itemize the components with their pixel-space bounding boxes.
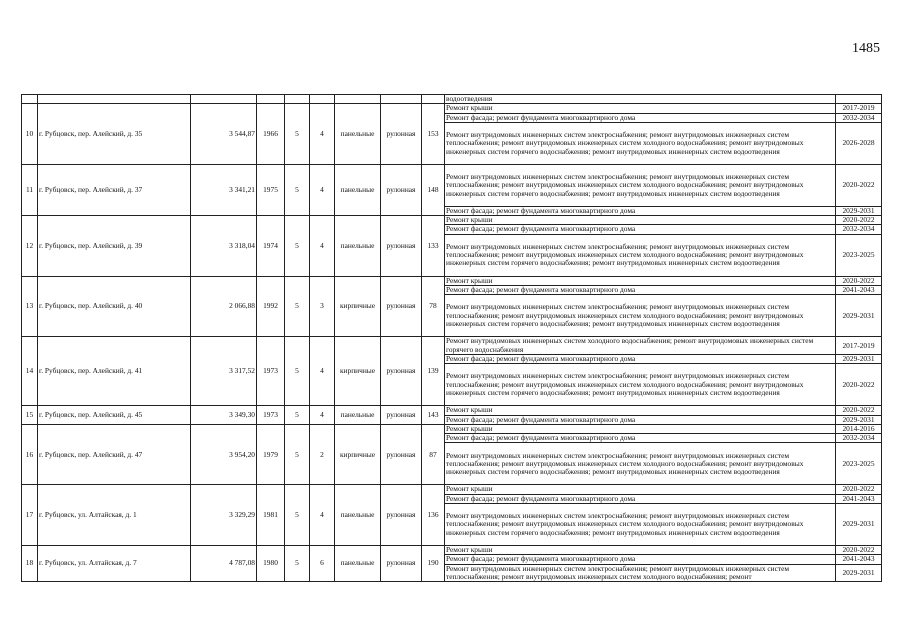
floors-cell: 5 bbox=[285, 485, 310, 546]
period-cell: 2032-2034 bbox=[836, 434, 882, 443]
entrances-cell: 2 bbox=[310, 424, 335, 485]
area-cell: 3 544,87 bbox=[191, 104, 257, 165]
period-cell: 2041-2043 bbox=[836, 494, 882, 503]
year-cell: 1973 bbox=[257, 337, 285, 406]
entrances-cell: 4 bbox=[310, 337, 335, 406]
period-cell: 2020-2022 bbox=[836, 485, 882, 494]
repair-schedule-table bbox=[21, 94, 882, 582]
area-cell: 2 066,88 bbox=[191, 276, 257, 337]
floors-cell: 5 bbox=[285, 104, 310, 165]
address-cell: г. Рубцовск, ул. Алтайская, д. 1 bbox=[38, 485, 191, 546]
work-cell: Ремонт крыши bbox=[445, 216, 836, 225]
work-cell: Ремонт внутридомовых инженерных систем электроснабжения; ремонт внутридомовых инженерных систем теплоснабжения; ремонт внутридомовых инженерных систем холодного водоснабжения; ремонт внутридомовых инженерных систем горячего водоснабжения; ремонт внутридомовых инженерных систем водоотведения bbox=[445, 504, 836, 546]
year-cell: 1992 bbox=[257, 276, 285, 337]
entrances-cell: 4 bbox=[310, 104, 335, 165]
work-cell: Ремонт внутридомовых инженерных систем электроснабжения; ремонт внутридомовых инженерных систем теплоснабжения; ремонт внутридомовых инженерных систем холодного водоснабжения; ремонт внутридомовых инженерных систем горячего водоснабжения; ремонт внутридомовых инженерных систем водоотведения bbox=[445, 443, 836, 485]
year-cell: 1980 bbox=[257, 546, 285, 582]
work-cell: Ремонт внутридомовых инженерных систем электроснабжения; ремонт внутридомовых инженерных систем теплоснабжения; ремонт внутридомовых инженерных систем холодного водоснабжения; ремонт внутридомовых инженерных систем горячего водоснабжения; ремонт внутридомовых инженерных систем водоотведения bbox=[445, 234, 836, 276]
period-cell: 2029-2031 bbox=[836, 295, 882, 337]
address-cell: г. Рубцовск, пер. Алейский, д. 40 bbox=[38, 276, 191, 337]
table-row bbox=[22, 337, 882, 355]
work-cell: Ремонт внутридомовых инженерных систем электроснабжения; ремонт внутридомовых инженерных систем теплоснабжения; ремонт внутридомовых инженерных систем холодного водоснабжения; ремонт bbox=[445, 564, 836, 582]
row-number: 12 bbox=[22, 216, 38, 277]
table-row bbox=[22, 276, 882, 285]
floors-cell: 5 bbox=[285, 337, 310, 406]
work-cell: Ремонт крыши bbox=[445, 104, 836, 113]
year-cell: 1973 bbox=[257, 406, 285, 425]
work-cell: Ремонт фасада; ремонт фундамента многоквартирного дома bbox=[445, 354, 836, 363]
work-cell: Ремонт крыши bbox=[445, 406, 836, 415]
walls-cell: панельные bbox=[335, 406, 381, 425]
period-cell: 2020-2022 bbox=[836, 216, 882, 225]
work-cell: Ремонт внутридомовых инженерных систем электроснабжения; ремонт внутридомовых инженерных систем теплоснабжения; ремонт внутридомовых инженерных систем холодного водоснабжения; ремонт внутридомовых инженерных систем горячего водоснабжения; ремонт внутридомовых инженерных систем водоотведения bbox=[445, 164, 836, 206]
area-cell: 3 349,30 bbox=[191, 406, 257, 425]
walls-cell: панельные bbox=[335, 104, 381, 165]
table-row bbox=[22, 546, 882, 555]
floors-cell: 5 bbox=[285, 424, 310, 485]
work-cell: Ремонт фасада; ремонт фундамента многоквартирного дома bbox=[445, 434, 836, 443]
work-cell: Ремонт фасада; ремонт фундамента многоквартирного дома bbox=[445, 113, 836, 122]
period-cell: 2032-2034 bbox=[836, 225, 882, 234]
row-number: 15 bbox=[22, 406, 38, 425]
period-cell: 2041-2043 bbox=[836, 286, 882, 295]
entrances-cell: 4 bbox=[310, 406, 335, 425]
work-cell: Ремонт внутридомовых инженерных систем электроснабжения; ремонт внутридомовых инженерных систем теплоснабжения; ремонт внутридомовых инженерных систем холодного водоснабжения; ремонт внутридомовых инженерных систем горячего водоснабжения; ремонт внутридомовых инженерных систем водоотведения bbox=[445, 295, 836, 337]
floors-cell: 5 bbox=[285, 164, 310, 215]
work-cell: Ремонт крыши bbox=[445, 424, 836, 433]
apartments-cell: 143 bbox=[422, 406, 445, 425]
period-cell: 2023-2025 bbox=[836, 234, 882, 276]
roof-type-cell: рулонная bbox=[381, 406, 422, 425]
floors-cell: 5 bbox=[285, 276, 310, 337]
period-cell: 2029-2031 bbox=[836, 415, 882, 424]
area-cell: 3 954,20 bbox=[191, 424, 257, 485]
period-cell: 2032-2034 bbox=[836, 113, 882, 122]
roof-type-cell: рулонная bbox=[381, 337, 422, 406]
address-cell: г. Рубцовск, пер. Алейский, д. 45 bbox=[38, 406, 191, 425]
floors-cell: 5 bbox=[285, 546, 310, 582]
address-cell: г. Рубцовск, пер. Алейский, д. 35 bbox=[38, 104, 191, 165]
address-cell: г. Рубцовск, пер. Алейский, д. 39 bbox=[38, 216, 191, 277]
period-cell: 2017-2019 bbox=[836, 104, 882, 113]
address-cell: г. Рубцовск, пер. Алейский, д. 37 bbox=[38, 164, 191, 215]
roof-type-cell: рулонная bbox=[381, 485, 422, 546]
table-row bbox=[22, 104, 882, 113]
period-cell: 2014-2016 bbox=[836, 424, 882, 433]
work-cell: Ремонт фасада; ремонт фундамента многоквартирного дома bbox=[445, 555, 836, 564]
apartments-cell: 190 bbox=[422, 546, 445, 582]
roof-type-cell: рулонная bbox=[381, 164, 422, 215]
address-cell: г. Рубцовск, пер. Алейский, д. 41 bbox=[38, 337, 191, 406]
area-cell: 3 318,04 bbox=[191, 216, 257, 277]
table-row bbox=[22, 406, 882, 415]
apartments-cell: 133 bbox=[422, 216, 445, 277]
walls-cell: кирпичные bbox=[335, 337, 381, 406]
period-cell: 2041-2043 bbox=[836, 555, 882, 564]
area-cell: 3 329,29 bbox=[191, 485, 257, 546]
period-cell: 2020-2022 bbox=[836, 164, 882, 206]
table-row bbox=[22, 485, 882, 494]
period-cell: 2020-2022 bbox=[836, 546, 882, 555]
work-cell: Ремонт крыши bbox=[445, 276, 836, 285]
period-cell: 2020-2022 bbox=[836, 364, 882, 406]
period-cell: 2029-2031 bbox=[836, 354, 882, 363]
row-number: 17 bbox=[22, 485, 38, 546]
apartments-cell: 139 bbox=[422, 337, 445, 406]
table-row bbox=[22, 216, 882, 225]
floors-cell: 5 bbox=[285, 406, 310, 425]
work-cell: Ремонт крыши bbox=[445, 485, 836, 494]
address-cell: г. Рубцовск, пер. Алейский, д. 47 bbox=[38, 424, 191, 485]
year-cell: 1979 bbox=[257, 424, 285, 485]
period-cell: 2029-2031 bbox=[836, 206, 882, 215]
year-cell: 1981 bbox=[257, 485, 285, 546]
work-cell: Ремонт фасада; ремонт фундамента многоквартирного дома bbox=[445, 415, 836, 424]
period-cell: 2026-2028 bbox=[836, 122, 882, 164]
work-cell: Ремонт фасада; ремонт фундамента многоквартирного дома bbox=[445, 286, 836, 295]
work-cell: Ремонт фасада; ремонт фундамента многоквартирного дома bbox=[445, 494, 836, 503]
entrances-cell: 4 bbox=[310, 216, 335, 277]
walls-cell: кирпичные bbox=[335, 276, 381, 337]
floors-cell: 5 bbox=[285, 216, 310, 277]
work-cell: Ремонт крыши bbox=[445, 546, 836, 555]
area-cell: 3 317,52 bbox=[191, 337, 257, 406]
walls-cell: панельные bbox=[335, 546, 381, 582]
year-cell: 1966 bbox=[257, 104, 285, 165]
walls-cell: кирпичные bbox=[335, 424, 381, 485]
apartments-cell: 136 bbox=[422, 485, 445, 546]
roof-type-cell: рулонная bbox=[381, 546, 422, 582]
entrances-cell: 3 bbox=[310, 276, 335, 337]
period-cell: 2023-2025 bbox=[836, 443, 882, 485]
work-cell: Ремонт фасада; ремонт фундамента многоквартирного дома bbox=[445, 206, 836, 215]
work-cell: водоотведения bbox=[445, 95, 836, 104]
work-cell: Ремонт внутридомовых инженерных систем электроснабжения; ремонт внутридомовых инженерных систем теплоснабжения; ремонт внутридомовых инженерных систем холодного водоснабжения; ремонт внутридомовых инженерных систем горячего водоснабжения; ремонт внутридомовых инженерных систем водоотведения bbox=[445, 364, 836, 406]
entrances-cell: 4 bbox=[310, 485, 335, 546]
roof-type-cell: рулонная bbox=[381, 276, 422, 337]
period-cell: 2029-2031 bbox=[836, 564, 882, 582]
row-number: 18 bbox=[22, 546, 38, 582]
walls-cell: панельные bbox=[335, 216, 381, 277]
period-cell: 2020-2022 bbox=[836, 406, 882, 415]
row-number: 13 bbox=[22, 276, 38, 337]
work-cell: Ремонт внутридомовых инженерных систем холодного водоснабжения; ремонт внутридомовых инженерных систем горячего водоснабжения bbox=[445, 337, 836, 355]
apartments-cell: 153 bbox=[422, 104, 445, 165]
table-row bbox=[22, 95, 882, 104]
area-cell: 4 787,08 bbox=[191, 546, 257, 582]
roof-type-cell: рулонная bbox=[381, 104, 422, 165]
apartments-cell: 87 bbox=[422, 424, 445, 485]
period-cell: 2029-2031 bbox=[836, 504, 882, 546]
address-cell: г. Рубцовск, ул. Алтайская, д. 7 bbox=[38, 546, 191, 582]
walls-cell: панельные bbox=[335, 164, 381, 215]
year-cell: 1974 bbox=[257, 216, 285, 277]
walls-cell: панельные bbox=[335, 485, 381, 546]
row-number: 16 bbox=[22, 424, 38, 485]
row-number: 10 bbox=[22, 104, 38, 165]
period-cell: 2017-2019 bbox=[836, 337, 882, 355]
table-row bbox=[22, 164, 882, 206]
entrances-cell: 6 bbox=[310, 546, 335, 582]
work-cell: Ремонт фасада; ремонт фундамента многоквартирного дома bbox=[445, 225, 836, 234]
roof-type-cell: рулонная bbox=[381, 216, 422, 277]
apartments-cell: 148 bbox=[422, 164, 445, 215]
table-row bbox=[22, 424, 882, 433]
row-number: 11 bbox=[22, 164, 38, 215]
period-cell: 2020-2022 bbox=[836, 276, 882, 285]
area-cell: 3 341,21 bbox=[191, 164, 257, 215]
roof-type-cell: рулонная bbox=[381, 424, 422, 485]
row-number: 14 bbox=[22, 337, 38, 406]
year-cell: 1975 bbox=[257, 164, 285, 215]
page-number: 1485 bbox=[852, 41, 880, 56]
apartments-cell: 78 bbox=[422, 276, 445, 337]
entrances-cell: 4 bbox=[310, 164, 335, 215]
work-cell: Ремонт внутридомовых инженерных систем электроснабжения; ремонт внутридомовых инженерных систем теплоснабжения; ремонт внутридомовых инженерных систем холодного водоснабжения; ремонт внутридомовых инженерных систем горячего водоснабжения; ремонт внутридомовых инженерных систем водоотведения bbox=[445, 122, 836, 164]
